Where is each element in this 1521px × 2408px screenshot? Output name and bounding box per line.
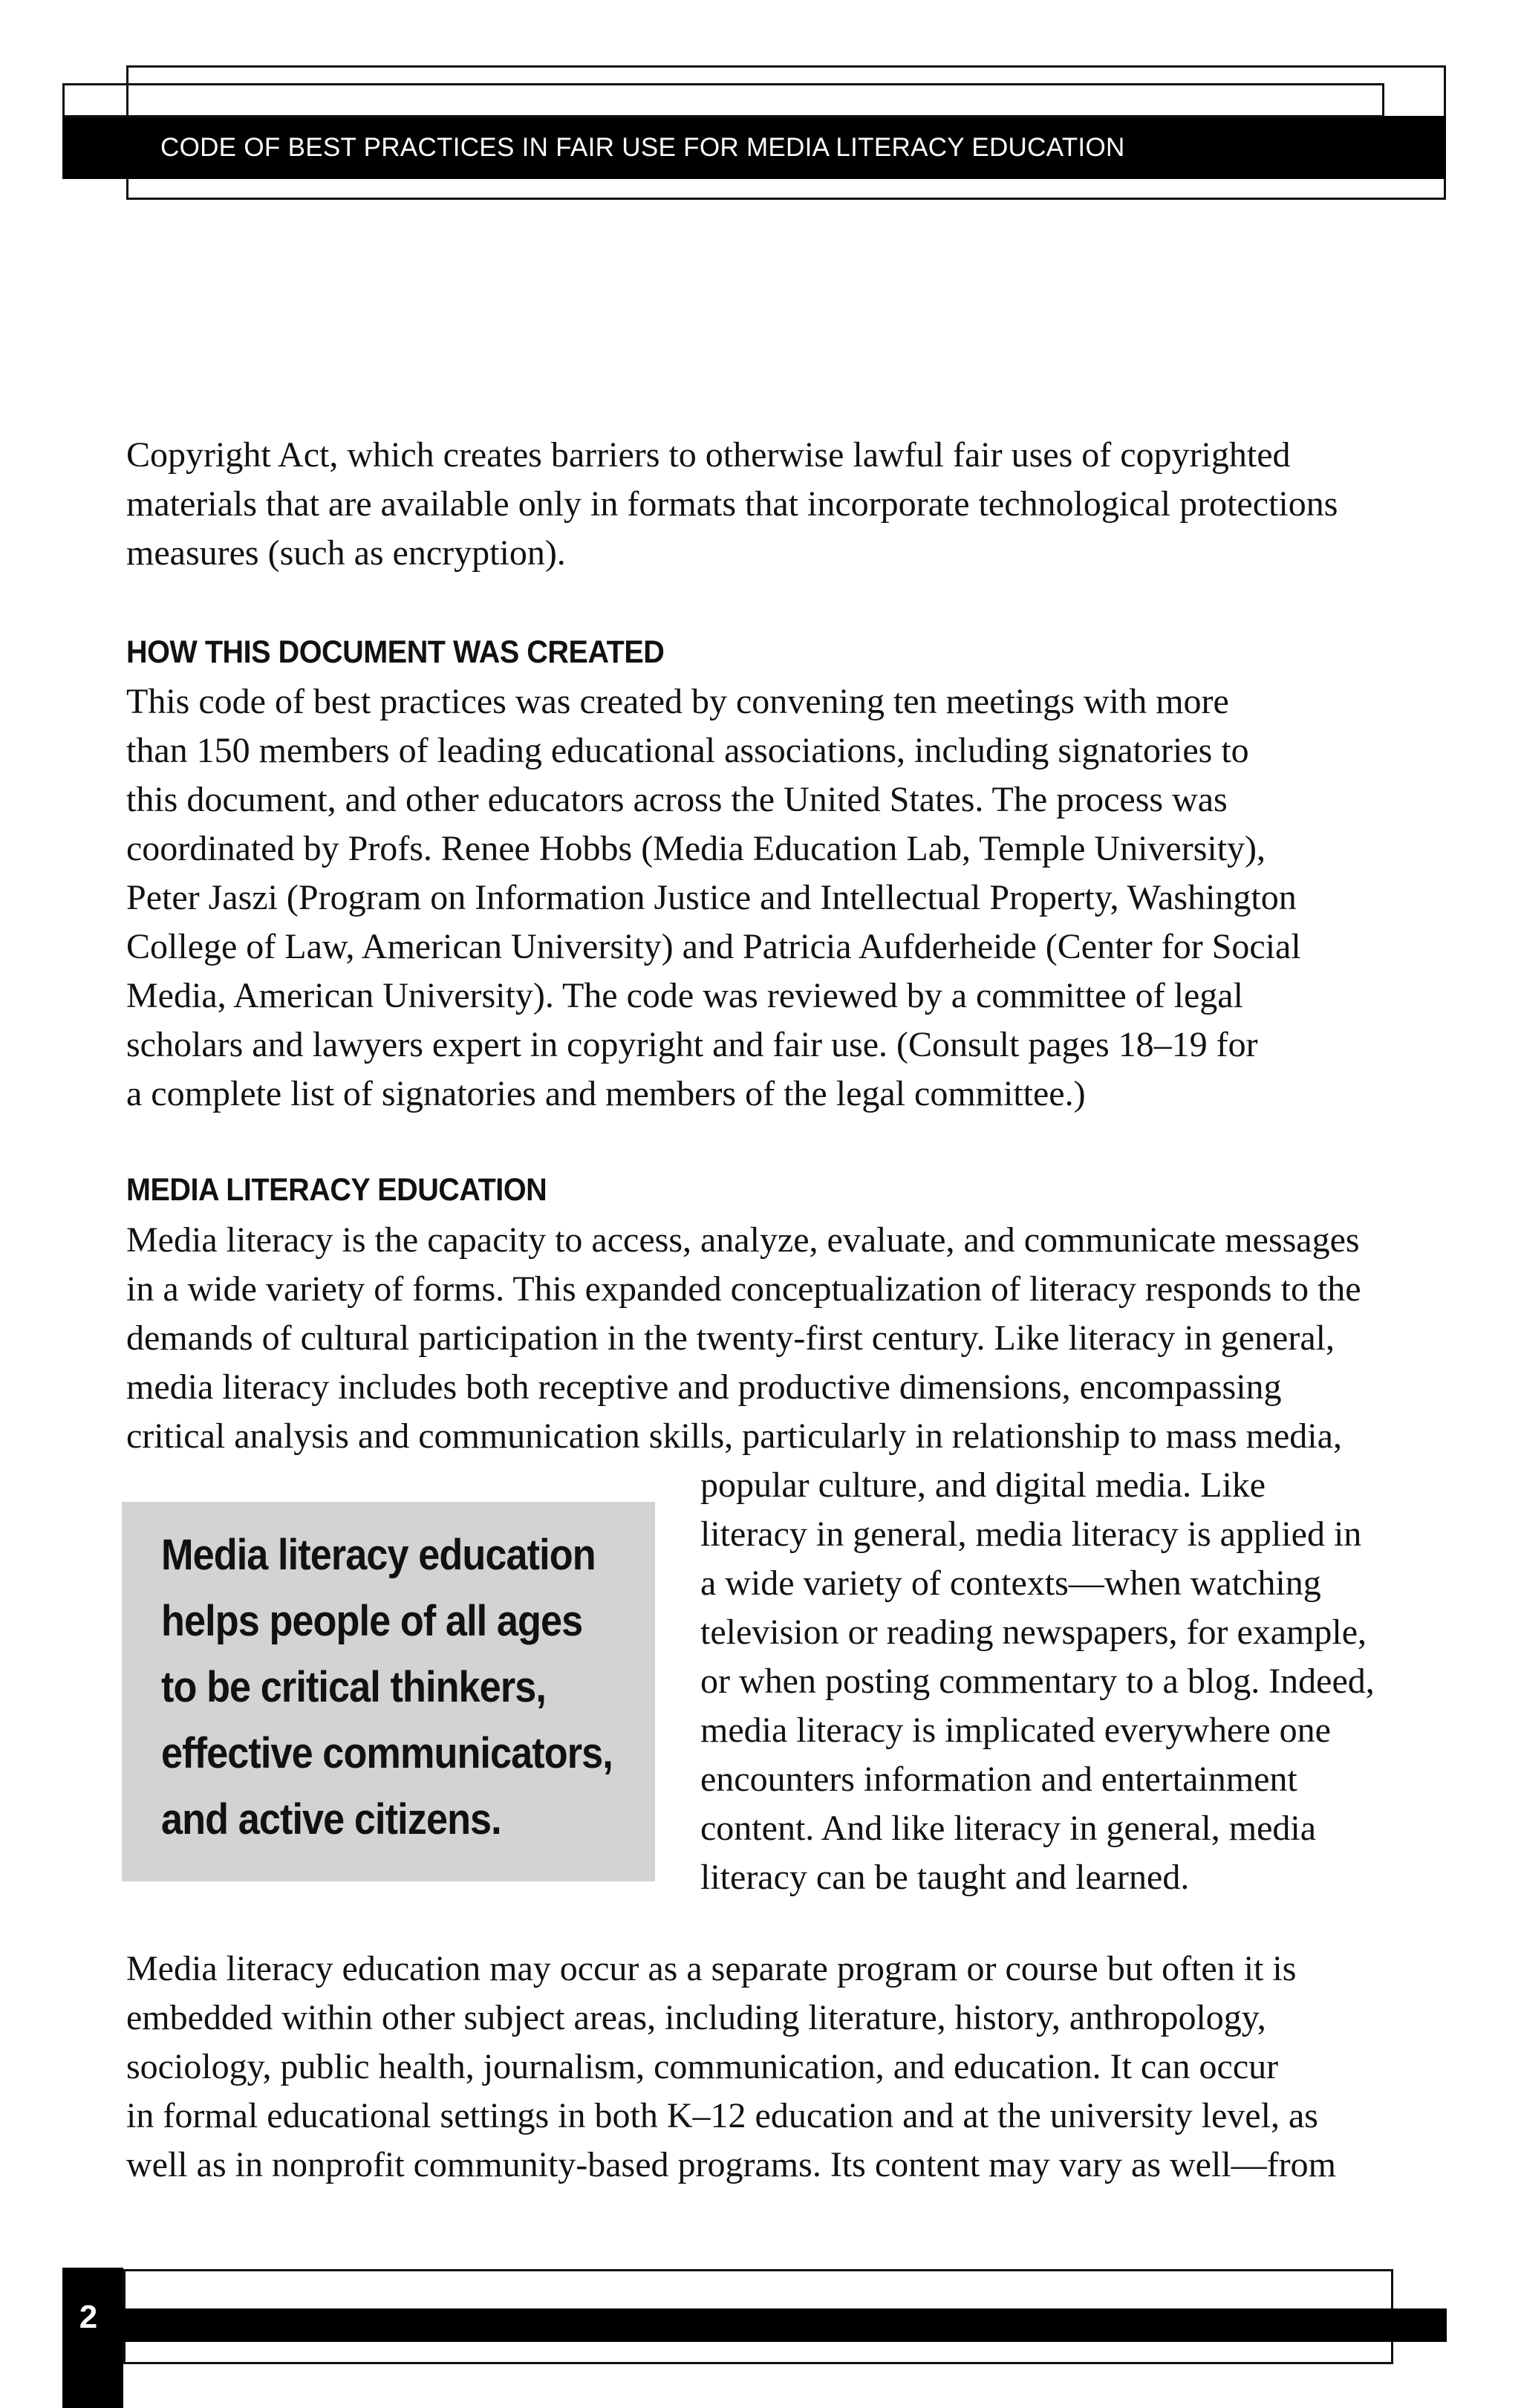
text-line: a complete list of signatories and members of the legal committee.) [126, 1074, 1086, 1113]
text-line: sociology, public health, journalism, communication, and education. It can occur [126, 2047, 1279, 2086]
pull-quote-line: Media literacy education [161, 1531, 596, 1579]
pull-quote-line: effective communicators, [161, 1729, 613, 1777]
pull-quote-line: to be critical thinkers, [161, 1663, 546, 1711]
text-line: This code of best practices was created by convening ten meetings with more [126, 682, 1229, 721]
running-header: CODE OF BEST PRACTICES IN FAIR USE FOR MEDIA LITERACY EDUCATION [160, 133, 1125, 162]
how-created-paragraph [126, 677, 1301, 1119]
text-line: encounters information and entertainment [700, 1760, 1297, 1799]
text-line: critical analysis and communication skills, particularly in relationship to mass media, [126, 1416, 1342, 1456]
header-inner-frame [62, 83, 1384, 117]
text-line: Media literacy is the capacity to access, analyze, evaluate, and communicate messages [126, 1220, 1360, 1260]
media-literacy-wrap-paragraph [700, 1461, 1375, 1902]
text-line: embedded within other subject areas, including literature, history, anthropology, [126, 1998, 1266, 2037]
text-line: a wide variety of contexts—when watching [700, 1563, 1321, 1603]
text-line: than 150 members of leading educational associations, including signatories to [126, 731, 1249, 770]
text-line: or when posting commentary to a blog. Indeed, [700, 1662, 1375, 1701]
text-line: coordinated by Profs. Renee Hobbs (Media Education Lab, Temple University), [126, 829, 1266, 868]
text-line: in a wide variety of forms. This expanded conceptualization of literacy responds to the [126, 1269, 1361, 1309]
text-line: content. And like literacy in general, media [700, 1809, 1317, 1848]
pull-quote-line: and active citizens. [161, 1795, 501, 1844]
text-line: demands of cultural participation in the twenty-first century. Like literacy in general, [126, 1318, 1335, 1358]
text-line: Media literacy education may occur as a separate program or course but often it is [126, 1949, 1297, 1988]
text-line: media literacy is implicated everywhere one [700, 1711, 1331, 1750]
text-line: Copyright Act, which creates barriers to otherwise lawful fair uses of copyrighted [126, 435, 1291, 475]
section-heading-media-literacy: MEDIA LITERACY EDUCATION [126, 1172, 547, 1208]
footer-bar [123, 2308, 1447, 2342]
section-heading-how-created: HOW THIS DOCUMENT WAS CREATED [126, 634, 665, 670]
closing-paragraph [126, 1945, 1336, 2190]
pull-quote [161, 1522, 613, 1852]
intro-paragraph [126, 431, 1338, 578]
text-line: well as in nonprofit community-based programs. Its content may vary as well—from [126, 2145, 1336, 2184]
text-line: television or reading newspapers, for example, [700, 1613, 1367, 1652]
text-line: Media, American University). The code was reviewed by a committee of legal [126, 976, 1243, 1015]
page-number: 2 [79, 2299, 98, 2335]
pull-quote-line: helps people of all ages [161, 1597, 583, 1645]
text-line: College of Law, American University) and Patricia Aufderheide (Center for Social [126, 927, 1301, 966]
media-literacy-paragraph [126, 1216, 1361, 1461]
text-line: in formal educational settings in both K–12 education and at the university level, as [126, 2096, 1318, 2135]
text-line: scholars and lawyers expert in copyright and fair use. (Consult pages 18–19 for [126, 1025, 1258, 1064]
text-line: Peter Jaszi (Program on Information Justice and Intellectual Property, Washington [126, 878, 1297, 917]
text-line: literacy can be taught and learned. [700, 1858, 1190, 1897]
text-line: materials that are available only in formats that incorporate technological protections [126, 484, 1338, 524]
text-line: media literacy includes both receptive and productive dimensions, encompassing [126, 1367, 1282, 1407]
text-line: measures (such as encryption). [126, 533, 566, 573]
text-line: this document, and other educators across the United States. The process was [126, 780, 1228, 819]
text-line: literacy in general, media literacy is applied in [700, 1514, 1362, 1554]
text-line: popular culture, and digital media. Like [700, 1465, 1266, 1505]
